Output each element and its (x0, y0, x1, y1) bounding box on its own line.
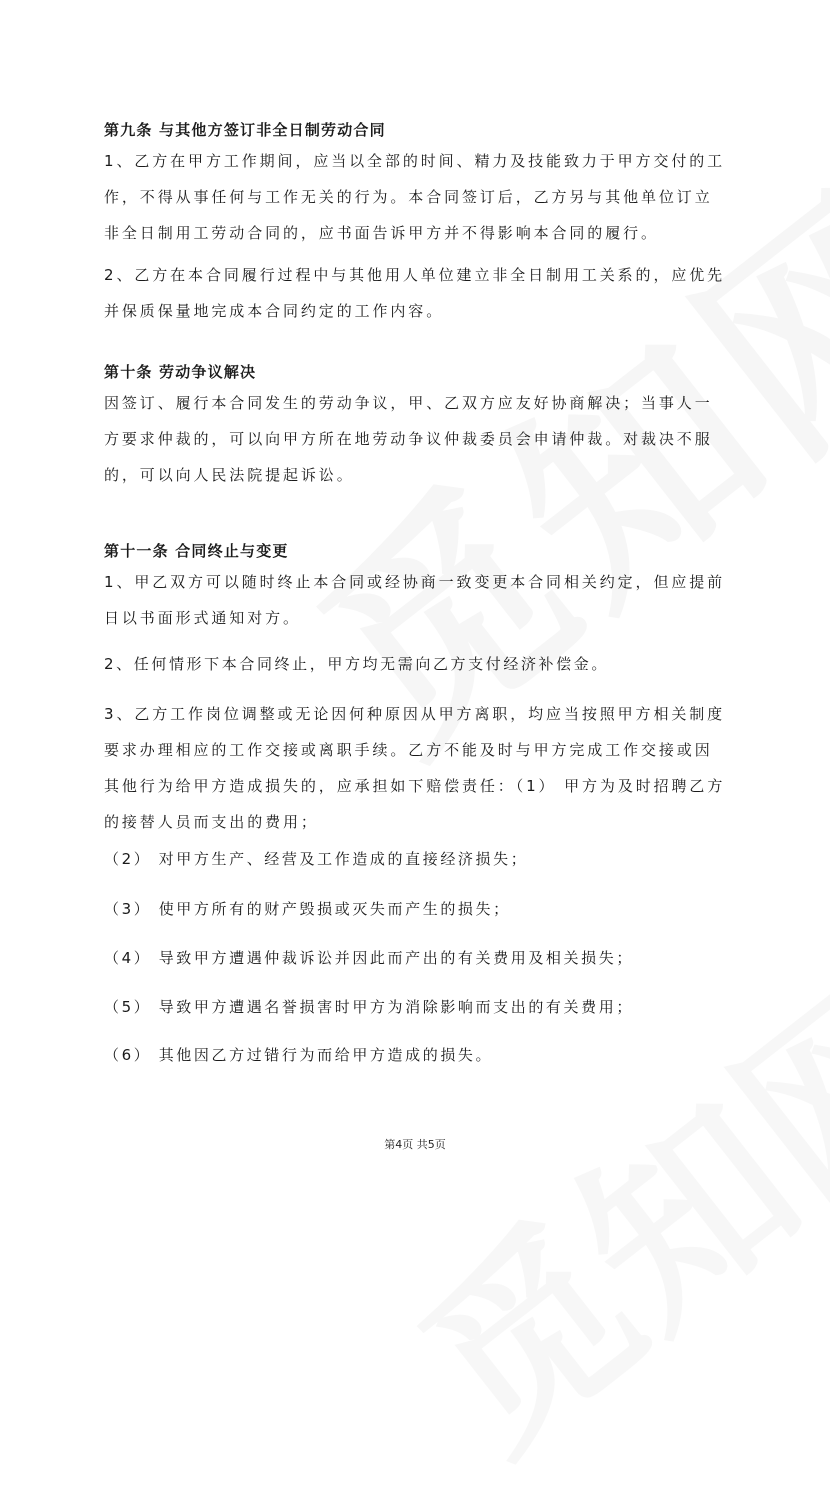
section-11-paragraph-1: 1、甲乙双方可以随时终止本合同或经协商一致变更本合同相关约定，但应提前日以书面形式通知对方。 (104, 573, 726, 627)
section-9-paragraph-1: 1、乙方在甲方工作期间，应当以全部的时间、精力及技能致力于甲方交付的工作，不得从事任何与工作无关的行为。本合同签订后，乙方另与其他单位订立非全日制用工劳动合同的，应书面告诉甲方并不得影响本合同的履行。 (104, 152, 726, 242)
section-11-paragraph-3: 3、乙方工作岗位调整或无论因何种原因从甲方离职，均应当按照甲方相关制度要求办理相应的工作交接或离职手续。乙方不能及时与甲方完成工作交接或因其他行为给甲方造成损失的，应承担如下赔偿责任：（1） 甲方为及时招聘乙方的接替人员而支出的费用； (104, 705, 726, 831)
section-9-heading: 第九条 与其他方签订非全日制劳动合同 (104, 121, 386, 139)
section-10-paragraph-1: 因签订、履行本合同发生的劳动争议，甲、乙双方应友好协商解决；当事人一方要求仲裁的，可以向甲方所在地劳动争议仲裁委员会申请仲裁。对裁决不服的，可以向人民法院提起诉讼。 (104, 394, 713, 484)
compensation-item-2: （2） 对甲方生产、经营及工作造成的直接经济损失； (104, 850, 529, 868)
page-number-footer: 第4页 共5页 (384, 1138, 446, 1151)
compensation-item-6: （6） 其他因乙方过错行为而给甲方造成的损失。 (104, 1046, 494, 1064)
section-11-heading: 第十一条 合同终止与变更 (104, 542, 289, 560)
document-page (104, 0, 730, 1174)
section-9-paragraph-2: 2、乙方在本合同履行过程中与其他用人单位建立非全日制用工关系的，应优先并保质保量地完成本合同约定的工作内容。 (104, 266, 726, 320)
compensation-item-4: （4） 导致甲方遭遇仲裁诉讼并因此而产出的有关费用及相关损失； (104, 949, 634, 967)
compensation-item-5: （5） 导致甲方遭遇名誉损害时甲方为消除影响而支出的有关费用； (104, 998, 634, 1016)
section-10-heading: 第十条 劳动争议解决 (104, 363, 257, 381)
section-11-paragraph-2: 2、任何情形下本合同终止，甲方均无需向乙方支付经济补偿金。 (104, 655, 609, 673)
compensation-item-3: （3） 使甲方所有的财产毁损或灭失而产生的损失； (104, 900, 511, 918)
